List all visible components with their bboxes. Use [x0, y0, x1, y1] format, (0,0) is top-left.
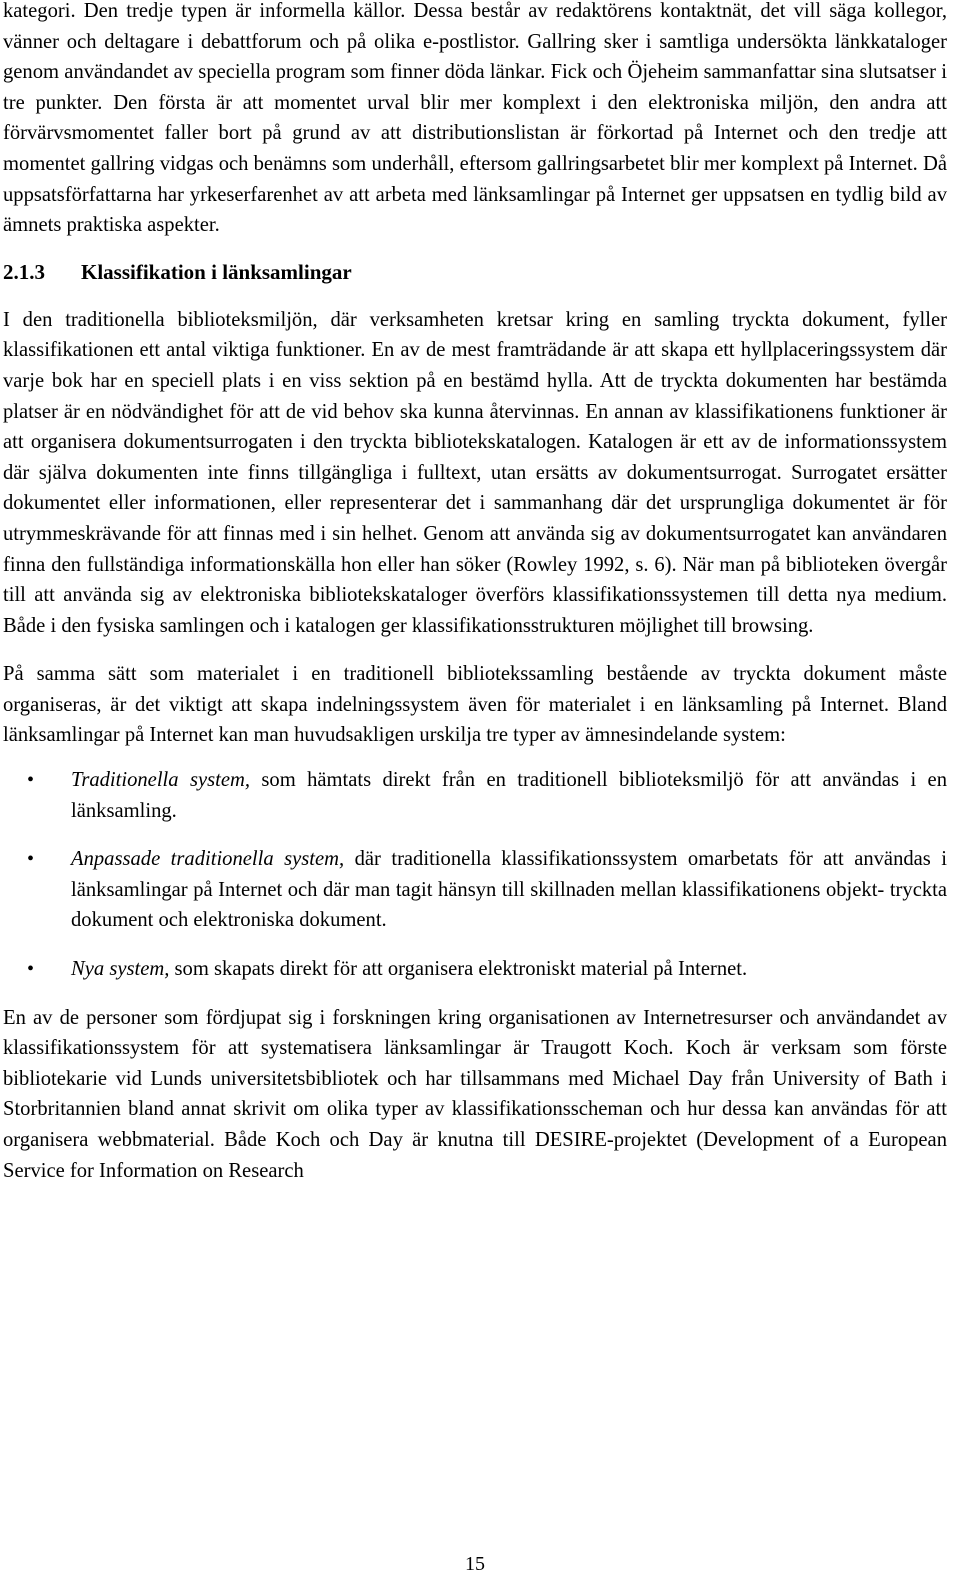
bullet-list — [3, 765, 947, 985]
list-item-term: Nya system, — [71, 958, 170, 981]
body-paragraph-4: En av de personer som fördjupat sig i forskningen kring organisationen av Internetresurser och användandet av klassifikationssystem för att systematisera länksamlingar är Traugott Koch. Koch är verksam som förste bibliotekarie vid Lunds universitetsbibliotek och har tillsammans med Michael Day från University of Bath i Storbritannien bland annat skrivit om olika typer av klassifikationsscheman och hur dessa kan användas för att organisera webbmaterial. Både Koch och Day är knutna till DESIRE-projektet (Development of a European Service for Information on Research — [3, 1006, 947, 1182]
bullet-icon: • — [27, 848, 35, 871]
list-item-text: där traditionella klassifikationssystem omarbetats för att användas i länksamlingar på Internet och där man tagit hänsyn till skillnaden mellan klassifikationens objekt- tryckta dokument och elektroniska dokument. — [71, 848, 947, 932]
section-number: 2.1.3 — [3, 259, 45, 284]
list-item-term: Traditionella system, — [71, 769, 250, 792]
list-item — [3, 954, 947, 985]
bullet-icon: • — [27, 769, 35, 792]
page-number: 15 — [465, 1553, 485, 1575]
bullet-icon: • — [27, 958, 35, 981]
body-paragraph-3: På samma sätt som materialet i en traditionell bibliotekssamling bestående av tryckta dokument måste organiseras, är det viktigt att skapa indelningssystem även för materialet i en länksamling på Internet. Bland länksamlingar på Internet kan man huvudsakligen urskilja tre typer av ämnesindelande system: — [3, 663, 947, 747]
section-heading — [3, 257, 947, 287]
list-item-text: som hämtats direkt från en traditionell biblioteksmiljö för att användas i en länksamling. — [71, 769, 947, 822]
section-title: Klassifikation i länksamlingar — [81, 259, 352, 284]
list-item-text: som skapats direkt för att organisera elektroniskt material på Internet. — [169, 958, 748, 981]
document-page — [3, 0, 947, 1186]
list-item-term: Anpassade traditionella system, — [71, 848, 345, 871]
list-item — [3, 765, 947, 826]
body-paragraph-1: kategori. Den tredje typen är informella källor. Dessa består av redaktörens kontaktnät, det vill säga kollegor, vänner och deltagare i debattforum och på olika e-postlistor. Gallring sker i samtliga undersökta länkkataloger genom användandet av speciella program som finner döda länkar. Fick och Öjeheim sammanfattar sina slutsatser i tre punkter. Den första är att momentet urval blir mer komplext i den elektroniska miljön, den andra att förvärvsmomentet faller bort på grund av att distributionslistan är förkortad på Internet och den tredje att momentet gallring vidgas och benämns som underhåll, eftersom gallringsarbetet blir mer komplext på Internet. Då uppsatsförfattarna har yrkeserfarenhet av att arbeta med länksamlingar på Internet ger uppsatsen en tydlig bild av ämnets praktiska aspekter. — [3, 0, 947, 237]
list-item — [3, 844, 947, 936]
body-paragraph-2: I den traditionella biblioteksmiljön, där verksamheten kretsar kring en samling tryckta dokument, fyller klassifikationen ett antal viktiga funktioner. En av de mest framträdande är att skapa ett hyllplaceringssystem där varje bok har en speciell plats i en viss sektion på en bestämd hylla. Att de tryckta dokumenten har bestämda platser är en nödvändighet för att de vid behov ska kunna återvinnas. En annan av klassifikationens funktioner är att organisera dokumentsurrogaten i den tryckta bibliotekskatalogen. Katalogen är ett av de informationssystem där själva dokumenten inte finns tillgängliga i fulltext, utan ersätts av dokumentsurrogat. Surrogatet ersätter dokumentet eller informationen, eller representerar det i sammanhang där det ursprungliga dokumentet är för utrymmeskrävande för att finnas med i sin helhet. Genom att använda sig av dokumentsurrogatet kan användaren finna den fullständiga informationskälla hon eller han söker (Rowley 1992, s. 6). När man på biblioteken övergår till att använda sig av elektroniska bibliotekskataloger överförs klassifikationssystemen till detta nya medium. Både i den fysiska samlingen och i katalogen ger klassifikationsstrukturen möjlighet till browsing. — [3, 308, 947, 637]
